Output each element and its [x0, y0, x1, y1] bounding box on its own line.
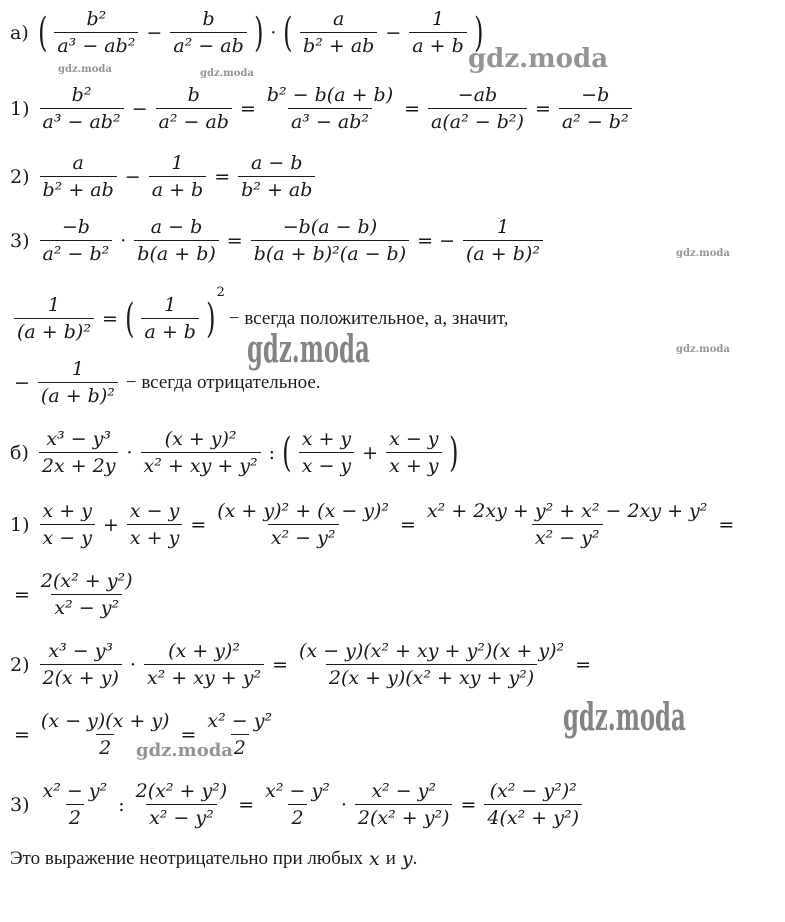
- step-label: 1): [10, 97, 30, 120]
- watermark: gdz.moda: [468, 44, 609, 74]
- fraction: $\frac{-b(a - b)}{\text{b(a + b)²(a − b)}}$: [251, 216, 409, 265]
- fraction: $\frac{1}{\text{(a + b)²}}$: [463, 216, 543, 265]
- step-label: 3): [10, 229, 30, 252]
- fraction: $\frac{\text{x² − y²}}{2}$: [42, 780, 108, 829]
- fraction: $\frac{a - b}{b(a + b)}$: [134, 216, 218, 265]
- step-label: 1): [10, 513, 30, 536]
- fraction: $\frac{a - b}{\text{b² + ab}}$: [238, 152, 315, 201]
- step-label: 2): [10, 653, 30, 676]
- fraction: $\frac{\text{2(x² + y²)}}{\text{x² − y²}}$: [40, 570, 133, 619]
- fraction: $\frac{b}{\text{a² − ab}}$: [156, 84, 232, 133]
- step-label: 3): [10, 793, 30, 816]
- part-b-step-2: 2) $\frac{\text{x³ − y³}}{2(x + y)}$ · $\frac{\text{(x + y)²}}{\text{x² + xy + y²}}$ = $\frac{\text{(x − y)(x² + xy + y²)(x + y)²}}{\text{2(x + y)(x² + xy + y²)}}$ =: [10, 640, 592, 689]
- fraction: $\frac{x + y}{x - y}$: [40, 500, 95, 549]
- watermark: gdz.moda: [136, 740, 233, 761]
- watermark: gdz.moda: [676, 248, 730, 259]
- fraction: $\frac{\text{x³ − y³}}{2(x + y)}$: [40, 640, 122, 689]
- fraction: $\frac{b}{\text{a² − ab}}$: [170, 8, 246, 57]
- open-paren: (: [282, 429, 292, 476]
- fraction: $\frac{(x - y)(x + y)}{2}$: [40, 710, 170, 759]
- part-a-negative-note: − $\frac{1}{\text{(a + b)²}}$ − всегда отрицательное.: [14, 358, 321, 407]
- fraction: $\frac{\text{(x + y)² + (x − y)²}}{\text{x² − y²}}$: [217, 500, 390, 549]
- fraction: $\frac{\text{x² + 2xy + y² + x² − 2xy + y²}}{\text{x² − y²}}$: [426, 500, 708, 549]
- fraction: $\frac{1}{a + b}$: [149, 152, 207, 201]
- fraction: $\frac{\text{(x − y)(x² + xy + y²)(x + y)²}}{\text{2(x + y)(x² + xy + y²)}}$: [299, 640, 565, 689]
- part-a-label: а): [10, 21, 29, 44]
- fraction: $\frac{\text{b² − b(a + b)}}{\text{a³ − ab²}}$: [266, 84, 394, 133]
- fraction: $\frac{\text{b²}}{\text{a³ − ab²}}$: [40, 84, 124, 133]
- part-b-label: б): [10, 441, 29, 464]
- watermark: gdz.moda: [58, 64, 112, 75]
- part-a-step-1: 1) $\frac{\text{b²}}{\text{a³ − ab²}}$ − $\frac{b}{\text{a² − ab}}$ = $\frac{\text{b² − b(a + b)}}{\text{a³ − ab²}}$ = $\frac{-ab}{\text{a(a² − b²)}}$ = $\frac{-b}{\text{a² − b²}}$: [10, 84, 636, 133]
- fraction: $\frac{-b}{\text{a² − b²}}$: [40, 216, 113, 265]
- open-paren: (: [37, 9, 48, 56]
- fraction: $\frac{\text{2(x² + y²)}}{\text{x² − y²}}$: [135, 780, 228, 829]
- fraction: $\frac{x - y}{x + y}$: [386, 428, 441, 477]
- watermark: gdz.moda: [246, 326, 370, 371]
- part-b-step-3: 3) $\frac{\text{x² − y²}}{2}$ : $\frac{\text{2(x² + y²)}}{\text{x² − y²}}$ = $\frac{\text{x² − y²}}{2}$ · $\frac{\text{x² − y²}}{\text{2(x² + y²)}}$ = $\frac{\text{(x² − y²)²}}{\text{4(x² + y²)}}$: [10, 780, 586, 829]
- open-paren: (: [124, 295, 135, 342]
- fraction: $\frac{1}{a + b}$: [141, 294, 199, 343]
- watermark: gdz.moda: [676, 344, 730, 355]
- fraction: $\frac{-ab}{\text{a(a² − b²)}}$: [428, 84, 527, 133]
- close-paren: ): [473, 9, 484, 56]
- part-a-expression: а) ( $\frac{\text{b²}}{\text{a³ − ab²}}$ − $\frac{b}{\text{a² − ab}}$ ) · ( $\frac{a}{\text{b² + ab}}$ − $\frac{1}{a + b}$ ): [10, 8, 484, 57]
- step-label: 2): [10, 165, 30, 188]
- fraction: $\frac{a}{\text{b² + ab}}$: [300, 8, 377, 57]
- fraction: $\frac{x - y}{x + y}$: [127, 500, 182, 549]
- fraction: $\frac{\text{(x² − y²)²}}{\text{4(x² + y²)}}$: [484, 780, 582, 829]
- part-a-positive-note: $\frac{1}{\text{(a + b)²}}$ = ( $\frac{1}{a + b}$ ) 2 − всегда положительное, а, значит,: [10, 294, 509, 343]
- fraction: $\frac{\text{x³ − y³}}{2x + 2y}$: [39, 428, 119, 477]
- close-paren: ): [253, 9, 264, 56]
- fraction: $\frac{\text{x² − y²}}{2}$: [207, 710, 273, 759]
- part-a-step-3: 3) $\frac{-b}{\text{a² − b²}}$ · $\frac{a - b}{b(a + b)}$ = $\frac{-b(a - b)}{\text{b(a + b)²(a − b)}}$ = − $\frac{1}{\text{(a + b)²}}$: [10, 216, 547, 265]
- fraction: $\frac{a}{\text{b² + ab}}$: [40, 152, 117, 201]
- close-paren: ): [448, 429, 459, 476]
- fraction: $\frac{1}{\text{(a + b)²}}$: [14, 294, 94, 343]
- part-b-expression: б) $\frac{\text{x³ − y³}}{2x + 2y}$ · $\frac{\text{(x + y)²}}{\text{x² + xy + y²}}$ : ( $\frac{x + y}{x - y}$ + $\frac{x - y}{x + y}$ ): [10, 428, 459, 477]
- watermark: gdz.moda: [200, 68, 254, 79]
- fraction: $\frac{\text{(x + y)²}}{\text{x² + xy + y²}}$: [141, 428, 261, 477]
- watermark: gdz.moda: [562, 694, 686, 739]
- part-b-step-2-cont: = $\frac{(x - y)(x + y)}{2}$ = $\frac{\text{x² − y²}}{2}$: [10, 710, 279, 759]
- positive-text: − всегда положительное, а, значит,: [228, 307, 509, 329]
- fraction: $\frac{\text{(x + y)²}}{\text{x² + xy + y²}}$: [144, 640, 264, 689]
- part-a-step-2: 2) $\frac{a}{\text{b² + ab}}$ − $\frac{1}{a + b}$ = $\frac{a - b}{\text{b² + ab}}$: [10, 152, 319, 201]
- part-b-step-1-cont: = $\frac{\text{2(x² + y²)}}{\text{x² − y²}}$: [10, 570, 140, 619]
- fraction: $\frac{x + y}{x - y}$: [299, 428, 354, 477]
- negative-text: − всегда отрицательное.: [125, 371, 321, 393]
- fraction: $\frac{\text{b²}}{\text{a³ − ab²}}$: [54, 8, 138, 57]
- fraction: $\frac{1}{\text{(a + b)²}}$: [38, 358, 118, 407]
- part-b-step-1: 1) $\frac{x + y}{x - y}$ + $\frac{x - y}{x + y}$ = $\frac{\text{(x + y)² + (x − y)²}}{\text{x² − y²}}$ = $\frac{\text{x² + 2xy + y² + x² − 2xy + y²}}{\text{x² − y²}}$ =: [10, 500, 735, 549]
- fraction: $\frac{-b}{\text{a² − b²}}$: [559, 84, 632, 133]
- close-paren: ): [206, 295, 216, 342]
- fraction: $\frac{1}{a + b}$: [409, 8, 467, 57]
- conclusion: Это выражение неотрицательно при любых x и y .: [10, 848, 418, 870]
- fraction: $\frac{\text{x² − y²}}{2}$: [265, 780, 330, 829]
- open-paren: (: [283, 9, 293, 56]
- fraction: $\frac{\text{x² − y²}}{\text{2(x² + y²)}}$: [355, 780, 453, 829]
